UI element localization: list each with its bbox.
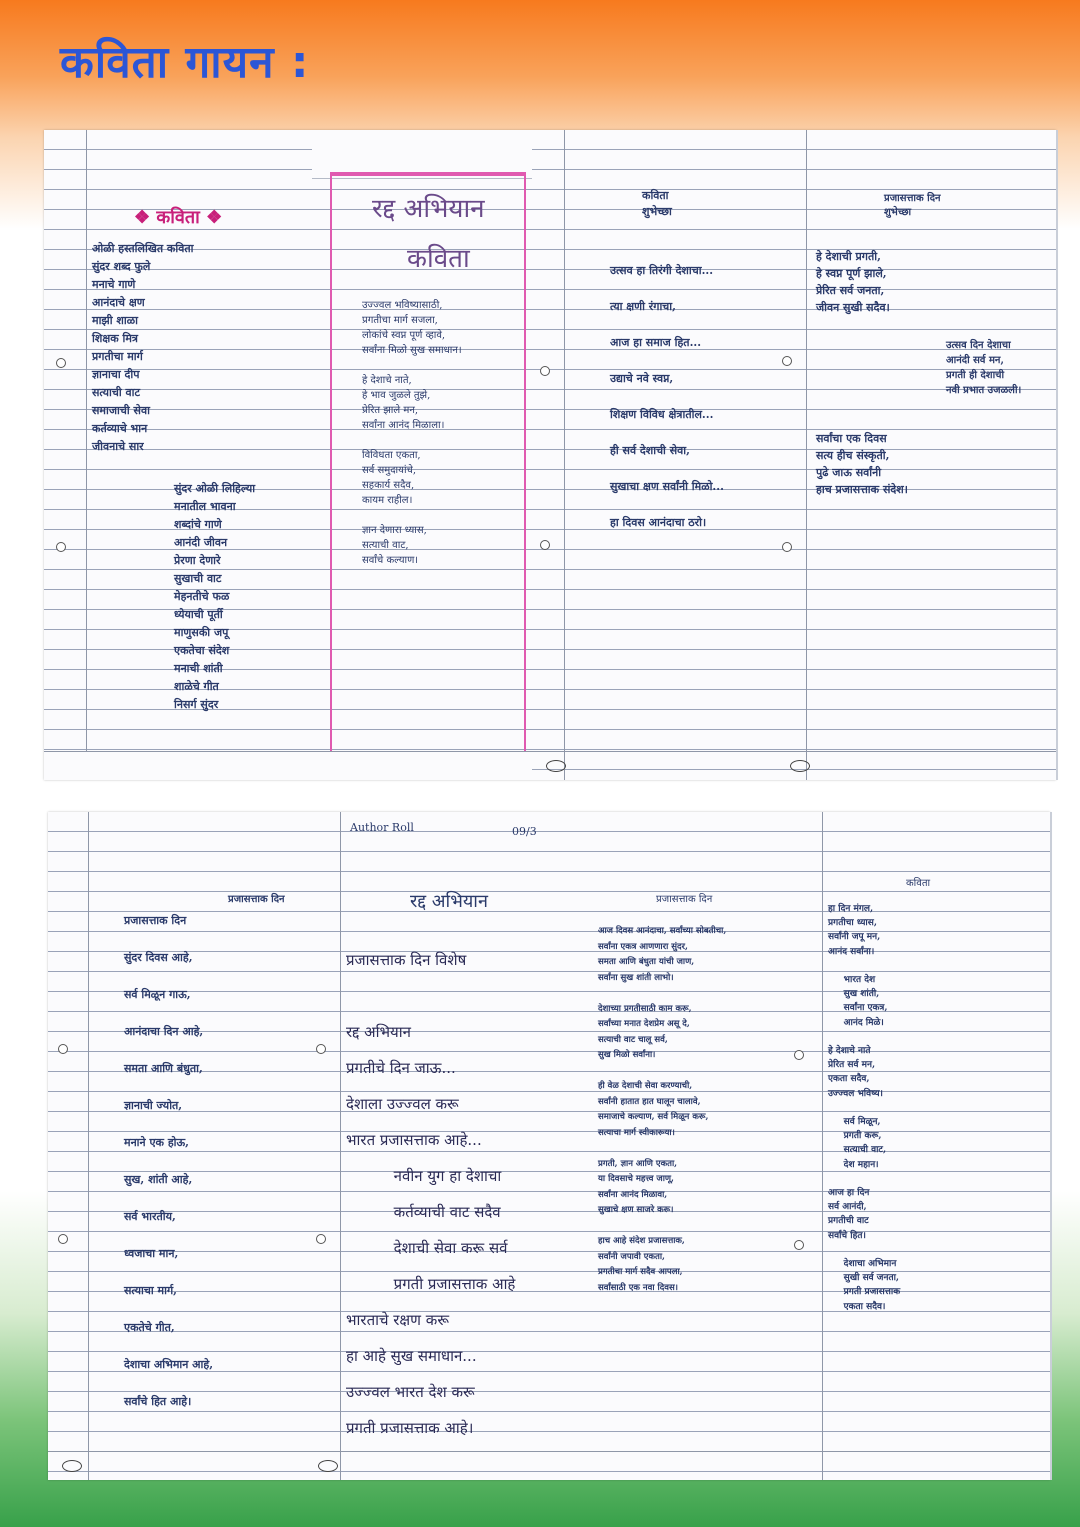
poem-text: सुंदर ओळी लिहिल्या मनातील भावना शब्दांचे गाणे आनंदी जीवन प्रेरणा देणारे सुखाची वाट मेहनतीचे फळ ध्येयाची पूर्ती माणुसकी जपू एकतेचा संदेश मनाची शांती शाळेचे गीत निसर्ग सुंदर [174, 482, 256, 711]
poem-heading: कविता शुभेच्छा [642, 189, 672, 218]
roll-number: 09/3 [512, 825, 537, 838]
notebook-sheet-1 [48, 812, 308, 1480]
notebook-sheet-1 [44, 130, 314, 780]
poem-text: ओळी हस्तलिखित कविता सुंदर शब्द फुले मनाचे गाणे आनंदाचे क्षण माझी शाळा शिक्षक मित्र प्रगतीचा मार्ग ज्ञानाचा दीप सत्याची वाट समाजाची सेवा कर्तव्याचे भान जीवनाचे सार [92, 242, 194, 453]
author-note: Author Roll [350, 821, 414, 834]
poem-heading: कविता [906, 878, 931, 889]
poem-text: हे देशाची प्रगती, हे स्वप्न पूर्ण झाले, प्रेरित सर्व जनता, जीवन सुखी सदैव। [816, 250, 890, 314]
poem-text: आज दिवस आनंदाचा, सर्वांच्या सोबतीचा, सर्वांना एकत्र आणणारा सुंदर, समता आणि बंधुता यांची जाण, सर्वांना सुख शांती लाभो। देशाच्या प्रगतीसाठी काम करू, सर्वांच्या मनात देशप्रेम असू दे, सत्याची वाट चालू सर्व, सुख मिळो सर्वांना। ही वेळ देशाची सेवा करण्याची, सर्वांनी हातात हात घालून चालावे, समाजाचे कल्याण, सर्व मिळून करू, सत्याचा मार्ग स्वीकारूया। प्रगती, ज्ञान आणि एकता, या दिवसाचे महत्त्व जाणू, सर्वांना आनंद मिळावा, सुखाचे क्षण साजरे करू। हाच आहे संदेश प्रजासत्ताक, सर्वांनी जपावी एकता, प्रगतीचा मार्ग सदैव आपला, सर्वांसाठी एक नवा दिवस। [598, 926, 727, 1293]
poem-heading: रद्द अभियान [372, 194, 485, 224]
poem-text: उज्ज्वल भविष्यासाठी, प्रगतीचा मार्ग सजला, लोकांचे स्वप्न पूर्ण व्हावे, सर्वांना मिळो सुख समाधान। हे देशाचे नाते, हे भाव जुळले तुझे, प्रेरित झाले मन, सर्वांना आनंद मिळाला। विविधता एकता, सर्व समुदायांचे, सहकार्य सदैव, कायम राहील। ज्ञान देणारा ध्यास, सत्याची वाट, सर्वांचे कल्याण। [362, 300, 462, 566]
poem-text: उत्सव दिन देशाचा आनंदी सर्व मन, प्रगती ही देशाची नवी प्रभात उजळली। [946, 340, 1022, 396]
poem-heading: प्रजासत्ताक दिन शुभेच्छा [884, 193, 941, 218]
notebook-photo-bottom [48, 812, 1050, 1480]
poem-heading: प्रजासत्ताक दिन [656, 894, 713, 905]
notebook-sheet-2 [312, 130, 534, 780]
poem-text: हा दिन मंगल, प्रगतीचा ध्यास, सर्वांनी जपू मन, आनंद सर्वांना। भारत देश सुख शांती, सर्वांना एकत्र, आनंद मिळे। हे देशाचे नाते प्रेरित सर्व मन, एकता सदैव, उज्ज्वल भविष्य। सर्व मिळून, प्रगती करू, सत्याची वाट, देश महान। आज हा दिन सर्व आनंदी, प्रगतीची वाट सर्वांचे हित। देशाचा अभिमान सुखी सर्व जनता, प्रगती प्रजासत्ताक एकता सदैव। [828, 904, 901, 1312]
notebook-sheet-2 [306, 812, 562, 1480]
poem-text: सर्वांचा एक दिवस सत्य हीच संस्कृती, पुढे जाऊ सर्वांनी हाच प्रजासत्ताक संदेश। [816, 432, 908, 496]
notebook-sheet-4 [776, 130, 1058, 780]
poem-text: प्रजासत्ताक दिन सुंदर दिवस आहे, सर्व मिळून गाऊ, आनंदाचा दिन आहे, समता आणि बंधुता, ज्ञानाची ज्योत, मनाने एक होऊ, सुख, शांती आहे, सर्व भारतीय, ध्वजाचा मान, सत्याचा मार्ग, एकतेचे गीत, देशाचा अभिमान आहे, सर्वांचे हित आहे। [124, 914, 214, 1408]
poem-heading: रद्द अभियान [410, 891, 488, 912]
poem-heading: ❖ कविता ❖ [134, 207, 223, 228]
poem-text: प्रजासत्ताक दिन विशेष रद्द अभियान प्रगतीचे दिन जाऊ... देशाला उज्ज्वल करू भारत प्रजासत्ताक आहे... नवीन युग हा देशाचा कर्तव्याची वाट सदैव देशाची सेवा करू सर्व प्रगती प्रजासत्ताक आहे भारताचे रक्षण करू हा आहे सुख समाधान... उज्ज्वल भारत देश करू प्रगती प्रजासत्ताक आहे। [346, 951, 516, 1437]
notebook-sheet-3 [532, 130, 778, 780]
page-title: कविता गायन : [60, 37, 310, 88]
notebook-sheet-3 [560, 812, 788, 1480]
notebook-sheet-4 [786, 812, 1052, 1480]
poem-text: उत्सव हा तिरंगी देशाचा... त्या क्षणी रंगाचा, आज हा समाज हित... उद्याचे नवे स्वप्न, शिक्षण विविध क्षेत्रातील... ही सर्व देशाची सेवा, सुखाचा क्षण सर्वांनी मिळो... हा दिवस आनंदाचा ठरो। [610, 264, 724, 529]
poem-subheading: कविता [407, 244, 470, 274]
notebook-photo-top [44, 130, 1056, 780]
corner-note: प्रजासत्ताक दिन [228, 894, 285, 905]
